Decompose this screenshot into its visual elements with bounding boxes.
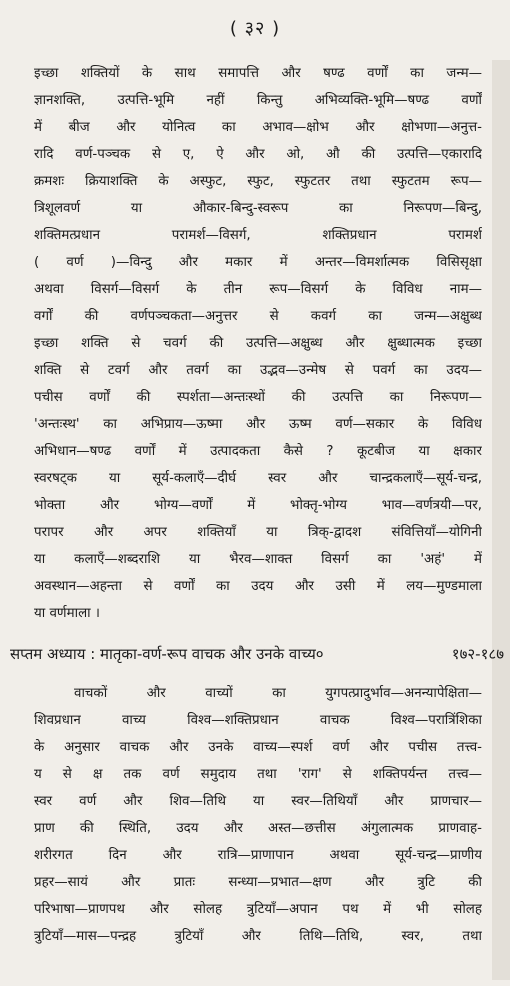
text-line: शक्तिमत्प्रधान परामर्श—विसर्ग, शक्तिप्रधान परामर्श — [34, 228, 482, 243]
text-line: में बीज और योनित्व का अभाव—क्षोभ और क्षोभणा—अनुत्त- — [34, 120, 482, 135]
text-line: के अनुसार वाचक और उनके वाच्य—स्पर्श वर्ण और पचीस तत्त्व- — [34, 740, 482, 755]
text-line: अभिधान—षण्ढ वर्णों में उत्पादकता कैसे ? कूटबीज या क्षकार — [34, 444, 482, 459]
contents-paragraph-1 — [34, 60, 482, 627]
text-line: ( वर्ण )—विन्दु और मकार में अन्तर—विमर्शात्मक विसिसृक्षा — [34, 255, 482, 270]
text-line: पचीस वर्णों की स्पर्शता—अन्तःस्थों की उत्पत्ति का निरूपण— — [34, 390, 482, 405]
text-line: 'अन्तःस्थ' का अभिप्राय—ऊष्मा और ऊष्म वर्ण—सकार के विविध — [34, 417, 482, 432]
page-edge-shadow — [492, 60, 510, 980]
text-line: वाचकों और वाच्यों का युगपत्प्रादुर्भाव—अनन्यापेक्षिता— — [74, 686, 482, 701]
text-line: ज्ञानशक्ति, उत्पत्ति-भूमि नहीं किन्तु अभिव्यक्ति-भूमि—षण्ढ वर्णों — [34, 93, 482, 108]
text-line: क्रमशः क्रियाशक्ति के अस्फुट, स्फुट, स्फुटतर तथा स्फुटतम रूप— — [34, 174, 482, 189]
text-line: या कलाएँ—शब्दराशि या भैरव—शाक्त विसर्ग का 'अहं' में — [34, 552, 482, 567]
chapter-page-range: १७२-१८७ — [451, 645, 504, 663]
text-line: अवस्थान—अहन्ता से वर्णों का उदय और उसी में लय—मुण्डमाला — [34, 579, 482, 594]
text-line: शिवप्रधान वाच्य विश्व—शक्तिप्रधान वाचक विश्व—परात्रिंशिका — [34, 713, 482, 728]
text-line: या वर्णमाला । — [34, 606, 100, 621]
text-line: इच्छा शक्ति से चवर्ग की उत्पत्ति—अक्षुब्ध और क्षुब्धात्मक इच्छा — [34, 336, 482, 351]
text-line: प्रहर—सायं और प्रातः सन्ध्या—प्रभात—क्षण और त्रुटि की — [34, 875, 482, 890]
text-line: स्वरषट्क या सूर्य-कलाएँ—दीर्घ स्वर और चान्द्रकलाएँ—सूर्य-चन्द्र, — [34, 471, 482, 486]
chapter-heading — [10, 640, 504, 668]
text-line: त्रिशूलवर्ण या औकार-बिन्दु-स्वरूप का निरूपण—बिन्दु, — [34, 201, 482, 216]
text-line: य से क्ष तक वर्ण समुदाय तथा 'राग' से शक्तिपर्यन्त तत्त्व— — [34, 767, 482, 782]
text-line: शरीरगत दिन और रात्रि—प्राणापान अथवा सूर्य-चन्द्र—प्राणीय — [34, 848, 482, 863]
text-line: प्राण की स्थिति, उदय और अस्त—छत्तीस अंगुलात्मक प्राणवाह- — [34, 821, 482, 836]
text-line: शक्ति से टवर्ग और तवर्ग का उद्भव—उन्मेष से पवर्ग का उदय— — [34, 363, 482, 378]
page-number: ( ३२ ) — [229, 18, 281, 39]
text-line: त्रुटियाँ—मास—पन्द्रह त्रुटियाँ और तिथि—तिथि, स्वर, तथा — [34, 929, 482, 944]
text-line: रादि वर्ण-पञ्चक से ए, ऐ और ओ, औ की उत्पत्ति—एकारादि — [34, 147, 482, 162]
text-line: भोक्ता और भोग्य—वर्णों में भोक्तृ-भोग्य भाव—वर्णत्रयी—पर, — [34, 498, 482, 513]
text-line: स्वर वर्ण और शिव—तिथि या स्वर—तिथियाँ और प्राणचार— — [34, 794, 482, 809]
chapter-title: सप्तम अध्याय : मातृका-वर्ण-रूप वाचक और उनके वाच्य० — [10, 645, 324, 663]
contents-paragraph-2 — [34, 680, 482, 950]
text-line: परिभाषा—प्राणपथ और सोलह त्रुटियाँ—अपान पथ में भी सोलह — [34, 902, 482, 917]
text-line: वर्गों की वर्णपञ्चकता—अनुत्तर से कवर्ग का जन्म—अक्षुब्ध — [34, 309, 482, 324]
text-line: अथवा विसर्ग—विसर्ग के तीन रूप—विसर्ग के विविध नाम— — [34, 282, 482, 297]
text-line: परापर और अपर शक्तियाँ या त्रिक्-द्वादश संवित्तियाँ—योगिनी — [34, 525, 482, 540]
text-line: इच्छा शक्तियों के साथ समापत्ति और षण्ढ वर्णों का जन्म— — [34, 66, 482, 81]
